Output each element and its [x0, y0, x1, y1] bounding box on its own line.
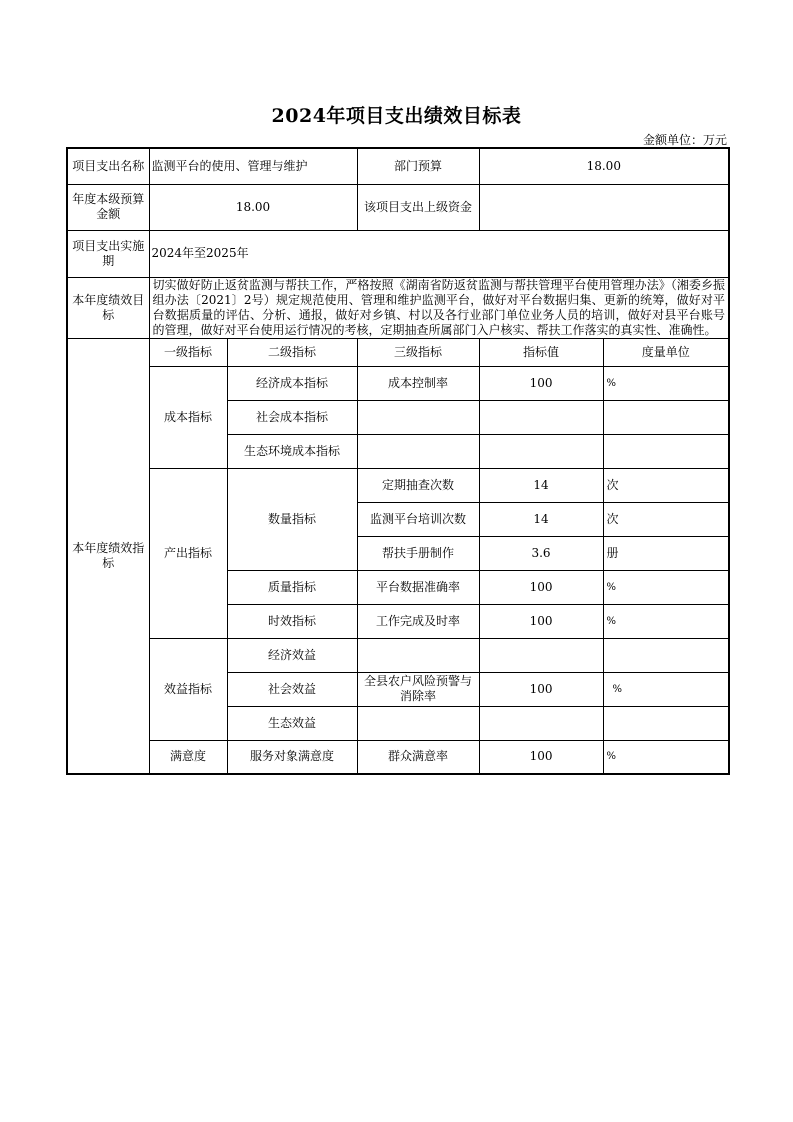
- goal-text: 切实做好防止返贫监测与帮扶工作，严格按照《湖南省防返贫监测与帮扶管理平台使用管理办法》（湘委乡振组办法〔2021〕2号）规定规范使用、管理和维护监测平台，做好对平台数据归集、更新的统筹，做好对平台数据质量的评估、分析、通报，做好对乡镇、村以及各行业部门单位业务人员的培训，做好对县平台账号的管理，做好对平台使用运行情况的考核，定期抽查所属部门入户核实、帮扶工作落实的真实性、准确性。: [149, 277, 729, 338]
- unit-completion: %: [603, 604, 729, 638]
- value-manual: 3.6: [479, 536, 603, 570]
- annual-budget-label: 年度本级预算金额: [67, 184, 149, 230]
- level2-eco-cost: 生态环境成本指标: [227, 434, 357, 468]
- empty-cell: [357, 706, 479, 740]
- level3-completion: 工作完成及时率: [357, 604, 479, 638]
- value-training: 14: [479, 502, 603, 536]
- annual-budget: 18.00: [149, 184, 357, 230]
- empty-cell: [603, 706, 729, 740]
- level1-cost: 成本指标: [149, 366, 227, 468]
- unit-cost-rate: %: [603, 366, 729, 400]
- value-cost-rate: 100: [479, 366, 603, 400]
- level3-public-satisfaction: 群众满意率: [357, 740, 479, 774]
- unit-note: 金额单位：万元: [642, 133, 727, 147]
- level2-economic-benefit: 经济效益: [227, 638, 357, 672]
- empty-cell: [479, 638, 603, 672]
- col-level2: 二级指标: [227, 338, 357, 366]
- unit-public-satisfaction: %: [603, 740, 729, 774]
- col-value: 指标值: [479, 338, 603, 366]
- project-name: 监测平台的使用、管理与维护: [149, 148, 357, 184]
- project-name-label: 项目支出名称: [67, 148, 149, 184]
- empty-cell: [357, 400, 479, 434]
- unit-risk: %: [603, 672, 729, 706]
- empty-cell: [603, 400, 729, 434]
- level1-output: 产出指标: [149, 468, 227, 638]
- level2-service-satisfaction: 服务对象满意度: [227, 740, 357, 774]
- level3-accuracy: 平台数据准确率: [357, 570, 479, 604]
- unit-accuracy: %: [603, 570, 729, 604]
- level3-risk: 全县农户风险预警与消除率: [357, 672, 479, 706]
- value-accuracy: 100: [479, 570, 603, 604]
- unit-spot-check: 次: [603, 468, 729, 502]
- empty-cell: [479, 434, 603, 468]
- dept-budget-label: 部门预算: [357, 148, 479, 184]
- superior-fund-label: 该项目支出上级资金: [357, 184, 479, 230]
- level2-social-cost: 社会成本指标: [227, 400, 357, 434]
- empty-cell: [479, 706, 603, 740]
- page-title: 2024年项目支出绩效目标表: [271, 105, 522, 127]
- empty-cell: [603, 638, 729, 672]
- level2-eco-benefit: 生态效益: [227, 706, 357, 740]
- level1-satisfaction: 满意度: [149, 740, 227, 774]
- empty-cell: [357, 434, 479, 468]
- level3-spot-check: 定期抽查次数: [357, 468, 479, 502]
- unit-training: 次: [603, 502, 729, 536]
- dept-budget: 18.00: [479, 148, 729, 184]
- value-completion: 100: [479, 604, 603, 638]
- empty-cell: [479, 400, 603, 434]
- level2-quality: 质量指标: [227, 570, 357, 604]
- level3-training: 监测平台培训次数: [357, 502, 479, 536]
- level2-timeliness: 时效指标: [227, 604, 357, 638]
- indicators-section-label: 本年度绩效指标: [67, 338, 149, 774]
- value-spot-check: 14: [479, 468, 603, 502]
- period: 2024年至2025年: [149, 230, 729, 277]
- level1-benefit: 效益指标: [149, 638, 227, 740]
- period-label: 项目支出实施期: [67, 230, 149, 277]
- level2-social-benefit: 社会效益: [227, 672, 357, 706]
- level3-manual: 帮扶手册制作: [357, 536, 479, 570]
- level2-economic-cost: 经济成本指标: [227, 366, 357, 400]
- value-risk: 100: [479, 672, 603, 706]
- col-level3: 三级指标: [357, 338, 479, 366]
- unit-manual: 册: [603, 536, 729, 570]
- goal-label: 本年度绩效目标: [67, 277, 149, 338]
- col-unit: 度量单位: [603, 338, 729, 366]
- performance-table: [66, 147, 730, 775]
- col-level1: 一级指标: [149, 338, 227, 366]
- level3-cost-rate: 成本控制率: [357, 366, 479, 400]
- level2-quantity: 数量指标: [227, 468, 357, 570]
- empty-cell: [357, 638, 479, 672]
- superior-fund: [479, 184, 729, 230]
- value-public-satisfaction: 100: [479, 740, 603, 774]
- empty-cell: [603, 434, 729, 468]
